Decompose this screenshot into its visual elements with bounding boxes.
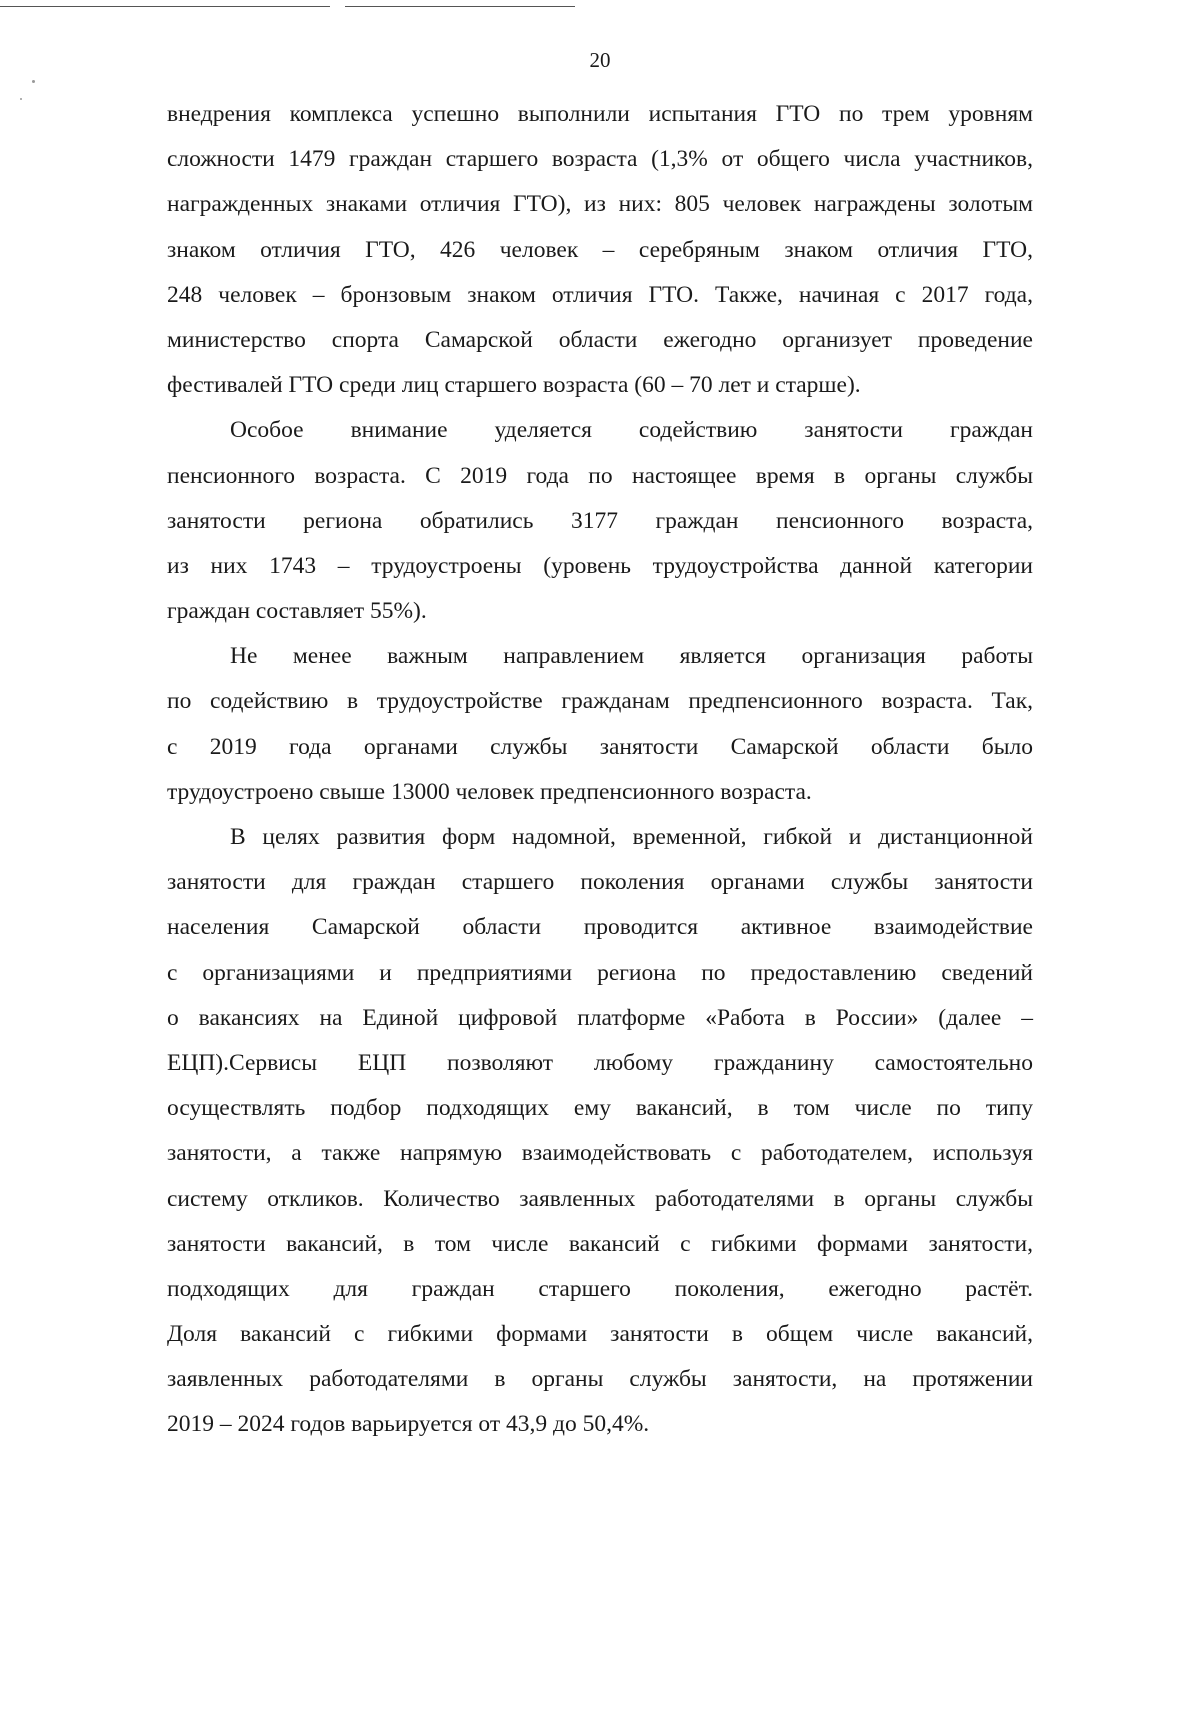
text-line: занятости региона обратились 3177 граждан пенсионного возраста, <box>167 507 1033 534</box>
text-line: В целях развития форм надомной, временной, гибкой и дистанционной <box>230 824 1033 850</box>
text-line: знаком отличия ГТО, 426 человек – серебряным знаком отличия ГТО, <box>167 236 1033 263</box>
text-line: по содействию в трудоустройстве гражданам предпенсионного возраста. Так, <box>167 688 1033 715</box>
paragraph <box>167 408 1033 634</box>
text-line: фестивалей ГТО среди лиц старшего возраста (60 – 70 лет и старше). <box>167 372 861 399</box>
text-line: 2019 – 2024 годов варьируется от 43,9 до 50,4%. <box>167 1411 650 1438</box>
text-line: Не менее важным направлением является организация работы <box>230 643 1033 670</box>
text-line: осуществлять подбор подходящих ему вакансий, в том числе по типу <box>167 1095 1033 1122</box>
text-line: 248 человек – бронзовым знаком отличия ГТО. Также, начиная с 2017 года, <box>167 281 1033 308</box>
scan-edge-line <box>345 6 575 7</box>
scan-edge-line <box>0 6 330 7</box>
text-line: награжденных знаками отличия ГТО), из них: 805 человек награждены золотым <box>167 191 1033 218</box>
text-line: из них 1743 – трудоустроены (уровень трудоустройства данной категории <box>167 552 1033 579</box>
document-body <box>167 92 1033 1448</box>
page-number: 20 <box>589 48 611 72</box>
text-line: с 2019 года органами службы занятости Самарской области было <box>167 733 1033 760</box>
text-line: с организациями и предприятиями региона по предоставлению сведений <box>167 959 1033 986</box>
text-line: населения Самарской области проводится активное взаимодействие <box>167 914 1033 941</box>
paragraph <box>167 634 1033 815</box>
text-line: занятости для граждан старшего поколения органами службы занятости <box>167 869 1033 896</box>
text-line: пенсионного возраста. С 2019 года по настоящее время в органы службы <box>167 462 1033 489</box>
text-line: подходящих для граждан старшего поколения, ежегодно растёт. <box>167 1275 1033 1302</box>
scan-speck <box>32 80 35 83</box>
text-line: Особое внимание уделяется содействию занятости граждан <box>230 417 1033 444</box>
text-line: министерство спорта Самарской области ежегодно организует проведение <box>167 326 1033 353</box>
text-line: занятости, а также напрямую взаимодействовать с работодателем, используя <box>167 1140 1033 1167</box>
text-line: занятости вакансий, в том числе вакансий с гибкими формами занятости, <box>167 1230 1033 1257</box>
text-line: о вакансиях на Единой цифровой платформе «Работа в России» (далее – <box>167 1004 1033 1031</box>
text-line: ЕЦП).Сервисы ЕЦП позволяют любому гражданину самостоятельно <box>167 1049 1033 1076</box>
paragraph <box>167 92 1033 408</box>
text-line: трудоустроено свыше 13000 человек предпенсионного возраста. <box>167 778 812 805</box>
text-line: сложности 1479 граждан старшего возраста (1,3% от общего числа участников, <box>167 146 1033 173</box>
paragraph <box>167 815 1033 1448</box>
text-line: внедрения комплекса успешно выполнили испытания ГТО по трем уровням <box>167 101 1033 127</box>
text-line: систему откликов. Количество заявленных работодателями в органы службы <box>167 1185 1033 1212</box>
text-line: граждан составляет 55%). <box>167 598 427 625</box>
text-line: Доля вакансий с гибкими формами занятости в общем числе вакансий, <box>167 1321 1033 1348</box>
scan-speck <box>20 98 22 100</box>
text-line: заявленных работодателями в органы службы занятости, на протяжении <box>167 1366 1033 1393</box>
